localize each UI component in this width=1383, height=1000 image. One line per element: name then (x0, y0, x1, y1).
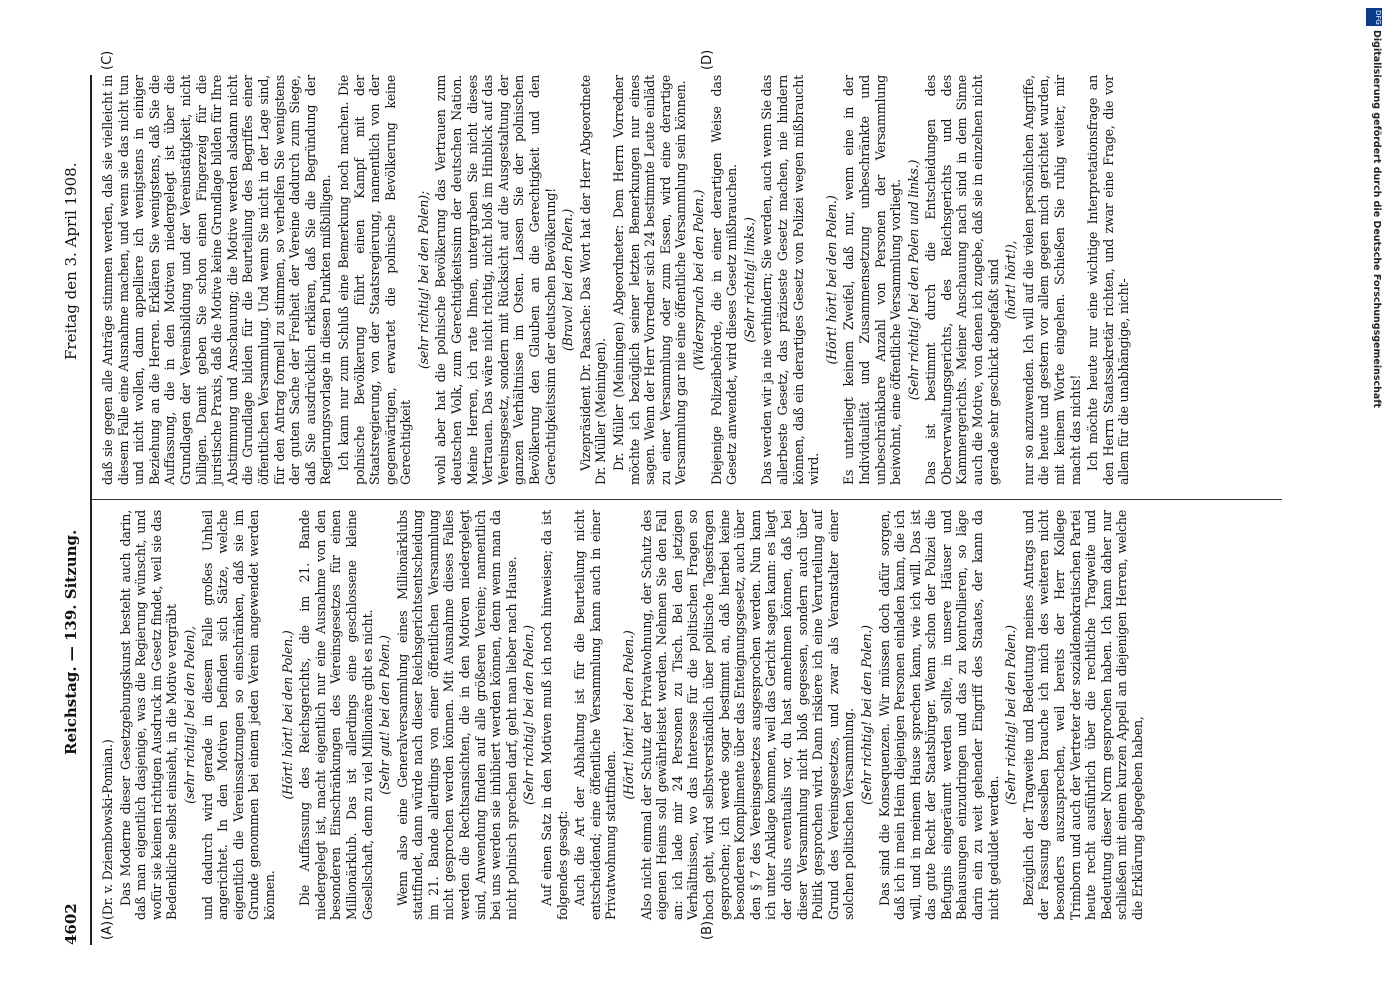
right-column-paragraph: (Bravo! bei den Polen.) (560, 208, 576, 352)
margin-marker-a: (A) (100, 920, 115, 940)
right-column-paragraph: (sehr richtig! bei den Polen); (415, 191, 431, 369)
right-column-paragraph: Diejenige Polizeibehörde, die in einer derartigen Weise das Gesetz anwendet, wird dieses Gesetz mißbrauchen. (708, 75, 740, 485)
left-column-paragraph: Also nicht einmal der Schutz der Privatwohnung, der Schutz des eigenen Heims soll gewährleistet werden. Nehmen Sie den Fall an: ich lade mir 24 Personen zu Tisch. Bei den jetzigen Verhältnissen, wo das Interesse für die politischen Fragen so hoch geht, wird selbstverständlich über politische Tagesfragen gesprochen; ich werde sogar bestimmt an, daß hierbei keine besonderen Komplimente über das Enteignungsgesetz, auch über den § 7 des Vereinsgesetzes ausgesprochen werden. Nun kann ich unter Anklage kommen, weil das Gericht sagen kann: es liegt der dolus eventualis vor, du hast annehmen können, daß bei dieser Versammlung nicht bloß gegessen, sondern auch über Politik gesprochen wird. Dann riskiere ich eine Verurteilung auf Grund des Vereinsgesetzes, und zwar als Veranstalter einer solchen politischen Versammlung. (638, 510, 857, 920)
left-column-paragraph: Die Auffassung des Reichsgerichts, die im 21. Bande niedergelegt ist, macht eigentlich nur eine Ausnahme von den besonderen Einschränkungen des Vereinsgesetzes für einen Millionärklub. Das ist allerdings eine geschlossene kleine Gesellschaft, denn zu viel Millionäre gibt es nicht. (297, 510, 375, 920)
right-column-paragraph: (Sehr richtig! links.) (741, 217, 757, 343)
column-divider (92, 499, 1282, 500)
right-column-paragraph: Ich kann nur zum Schluß eine Bemerkung noch machen. Die polnische Bevölkerung führt einen Kampf mit der Staatsregierung, von der Staatsregierung, namentlich von der gegenwärtigen, erwartet die polnische Bevölkerung keine Gerechtigkeit (335, 75, 414, 485)
right-column-paragraph: Es unterliegt keinem Zweifel, daß nur, wenn eine in der Individualität und Zusammensetzung unbeschränkte und unbeschränkbare Anzahl von Personen der Versammlung beiwohnt, eine öffentliche Versammlung vorliegt. (841, 75, 904, 485)
right-column-paragraph: Vizepräsident Dr. Paasche: Das Wort hat der Herr Abgeordnete Dr. Müller (Meiningen). (577, 75, 609, 485)
right-column-paragraph: (Sehr richtig! bei den Polen und links.) (905, 159, 921, 401)
right-column-paragraph: (Widerspruch bei den Polen.) (690, 189, 706, 371)
right-column-paragraph: daß sie gegen alle Anträge stimmen werden, daß sie vielleicht in diesem Falle eine Ausnahme machen, und wenn sie das nicht tun und nicht wollen, dann appelliere ich wenigstens in einiger Beziehung an die Herren. Erklären Sie wenigstens, daß Sie die Auffassung, die in den Motiven niedergelegt ist über die Grundlagen der Vereinsbildung und der Vereinstätigkeit, nicht billigen. Damit geben Sie schon einen Fingerzeig für die juristische Praxis, daß die Motive keine Grundlage bilden für Ihre Abstimmung und Anschauung; die Motive werden alsdann nicht die Grundlage bilden für die Beurteilung des Begriffes einer öffentlichen Versammlung. Und wenn Sie nicht in der Lage sind, für den Antrag formell zu stimmen, so verhelfen Sie wenigstens der guten Sache der Freiheit der Vereine dadurch zum Siege, daß Sie ausdrücklich erklären, daß Sie die Begründung der Regierungsvorlage in diesen Punkten mißbilligen. (100, 75, 334, 485)
left-column-paragraph: (Sehr gut! bei den Polen.) (377, 635, 393, 795)
right-column-paragraph: (Hört! hört! bei den Polen.) (823, 195, 839, 365)
right-column-paragraph: Dr. Müller (Meiningen) Abgeordneter: Dem Herrn Vorredner möchte ich bezüglich seiner letzten Bemerkungen nur eines sagen. Wenn der Herr Vorredner sich 24 bestimmte Leute einlädt zu einer Versammlung oder zum Essen, wird eine derartige Versammlung gar nie eine öffentliche Versammlung sein können. (611, 75, 689, 485)
left-column-paragraph: Das sind die Konsequenzen. Wir müssen doch dafür sorgen, daß ich in mein Heim diejenigen Personen einladen kann, die ich will, und in meinem Hause sprechen kann, wie ich will. Das ist das gute Recht der Staatsbürger. Wenn schon der Polizei die Befugnis eingeräumt werden sollte, in unsere Häuser und Behausungen einzudringen und das zu kontrollieren, so läge darin ein zu weit gehender Eingriff des Staates, der kann da nicht geduldet werden. (876, 510, 1001, 920)
right-column-paragraph: (hört! hört!), (1003, 240, 1019, 320)
dfg-logo: DFG (1366, 8, 1382, 26)
left-column-paragraph: Bezüglich der Tragweite und Bedeutung meines Antrags und der Fassung desselben brauche ich mich des weiteren nicht besonders auszusprechen, weil bereits der Herr Kollege Trimborn und auch der Vertreter der sozialdemokratischen Partei heute recht ausführlich über die rechtliche Tragweite und Bedeutung dieser Norm gesprochen haben. Ich kann daher nur schließen mit einem kurzen Appell an diejenigen Herren, welche die Erklärung abgegeben haben, (1020, 510, 1145, 920)
session-title: Reichstag. — 139. Sitzung. (62, 529, 80, 755)
left-column-paragraph: (Dr. v. Dziembowski-Pomian.) (100, 739, 115, 920)
margin-marker-b: (B) (700, 920, 715, 940)
right-column-paragraph: Das werden wir ja nie verhindern; Sie werden, auch wenn Sie das allerbeste Gesetz, das präziseste Gesetz machen, nie hindern können, daß ein derartiges Gesetz von Polizei wegen mißbraucht wird. (759, 75, 822, 485)
session-date: Freitag den 3. April 1908. (62, 162, 80, 360)
margin-marker-c: (C) (100, 50, 115, 70)
digitization-credit: Digitalisierung gefördert durch die Deutsche Forschungsgemeinschaft (1371, 30, 1382, 408)
right-text-column (100, 75, 1134, 485)
margin-marker-d: (D) (700, 49, 715, 70)
left-column-paragraph: Auch die Art der Abhaltung ist für die Beurteilung nicht entscheidend; eine öffentliche Versammlung kann auch in einer Privatwohnung stattfinden. (572, 510, 619, 920)
left-column-paragraph: Das Moderne dieser Gesetzgebungskunst besteht auch darin, daß man eigentlich dasjenige, was die Regierung wünscht, und wofür sie keinen richtigen Ausdruck im Gesetz findet, weil sie das Bedenkliche selbst einsieht, in die Motive vergräbt (117, 510, 180, 920)
right-column-paragraph: nur so anzuwenden. Ich will auf die vielen persönlichen Angriffe, die heute und gestern vor allem gegen mich gerichtet wurden, mit keinem Worte eingehen. Schießen Sie ruhig weiter, mir macht das nichts! (1020, 75, 1083, 485)
left-column-paragraph: (Hört! hört! bei den Polen.) (621, 630, 636, 800)
left-column-paragraph: und dadurch wird gerade in diesem Falle großes Unheil angerichtet. In den Motiven befinden sich Sätze, welche eigentlich die Vereinssatzungen so einschränken, daß sie im Grunde genommen bei einem jeden Verein angewendet werden können. (199, 510, 277, 920)
page-header (62, 75, 88, 945)
header-rule (90, 75, 92, 945)
page-number: 4602 (62, 903, 80, 945)
left-column-paragraph: (Sehr richtig! bei den Polen.) (521, 625, 537, 805)
left-column-paragraph: (Sehr richtig! bei den Polen.) (858, 625, 874, 805)
left-column-paragraph: Wenn also eine Generalversammlung eines Millionärklubs stattfindet, dann würde nach dieser Reichsgerichtsentscheidung im 21. Bande allerdings von einer öffentlichen Versammlung nicht gesprochen werden können. Mit Ausnahme dieses Falles werden die Rechtsansichten, die in den Motiven niedergelegt sind, Anwendung finden auf alle größeren Vereine; namentlich bei uns werden sie inhibiert werden können, denn wenn man da nicht polnisch sprechen darf, geht man lieber nach Hause. (394, 510, 519, 920)
left-column-paragraph: (sehr richtig! bei den Polen), (181, 626, 197, 804)
left-column-paragraph: (Hört! hört! bei den Polen.) (279, 630, 295, 800)
left-column-paragraph: Auf einen Satz in den Motiven muß ich noch hinweisen; da ist folgendes gesagt: (539, 510, 570, 920)
right-column-paragraph: Das ist bestimmt durch die Entscheidungen des Oberverwaltungsgerichts, des Reichsgerichts und des Kammergerichts. Meiner Anschauung nach sind in dem Sinne auch die Motive, von denen ich zugebe, daß sie in einzelnen nicht gerade sehr geschickt abgefaßt sind (923, 75, 1001, 485)
left-text-column (100, 510, 1148, 920)
right-column-paragraph: wohl aber hat die polnische Bevölkerung das Vertrauen zum deutschen Volk, zum Gerechtigkeitssinn der deutschen Nation. Meine Herren, ich rate Ihnen, untergraben Sie nicht dieses Vertrauen. Das wäre nicht richtig, nicht bloß im Hinblick auf das Vereinsgesetz, sondern mit Rücksicht auf die Ausgestaltung der ganzen Verhältnisse im Osten. Lassen Sie der polnischen Bevölkerung den Glauben an die Gerechtigkeit und den Gerechtigkeitssinn der deutschen Bevölkerung! (433, 75, 558, 485)
left-column-paragraph: (Sehr richtig! bei den Polen.) (1003, 625, 1019, 805)
right-column-paragraph: Ich möchte heute nur eine wichtige Interpretationsfrage an den Herrn Staatssekretär richten, und zwar eine Frage, die vor allem für die unabhängige, nicht- (1085, 75, 1132, 485)
